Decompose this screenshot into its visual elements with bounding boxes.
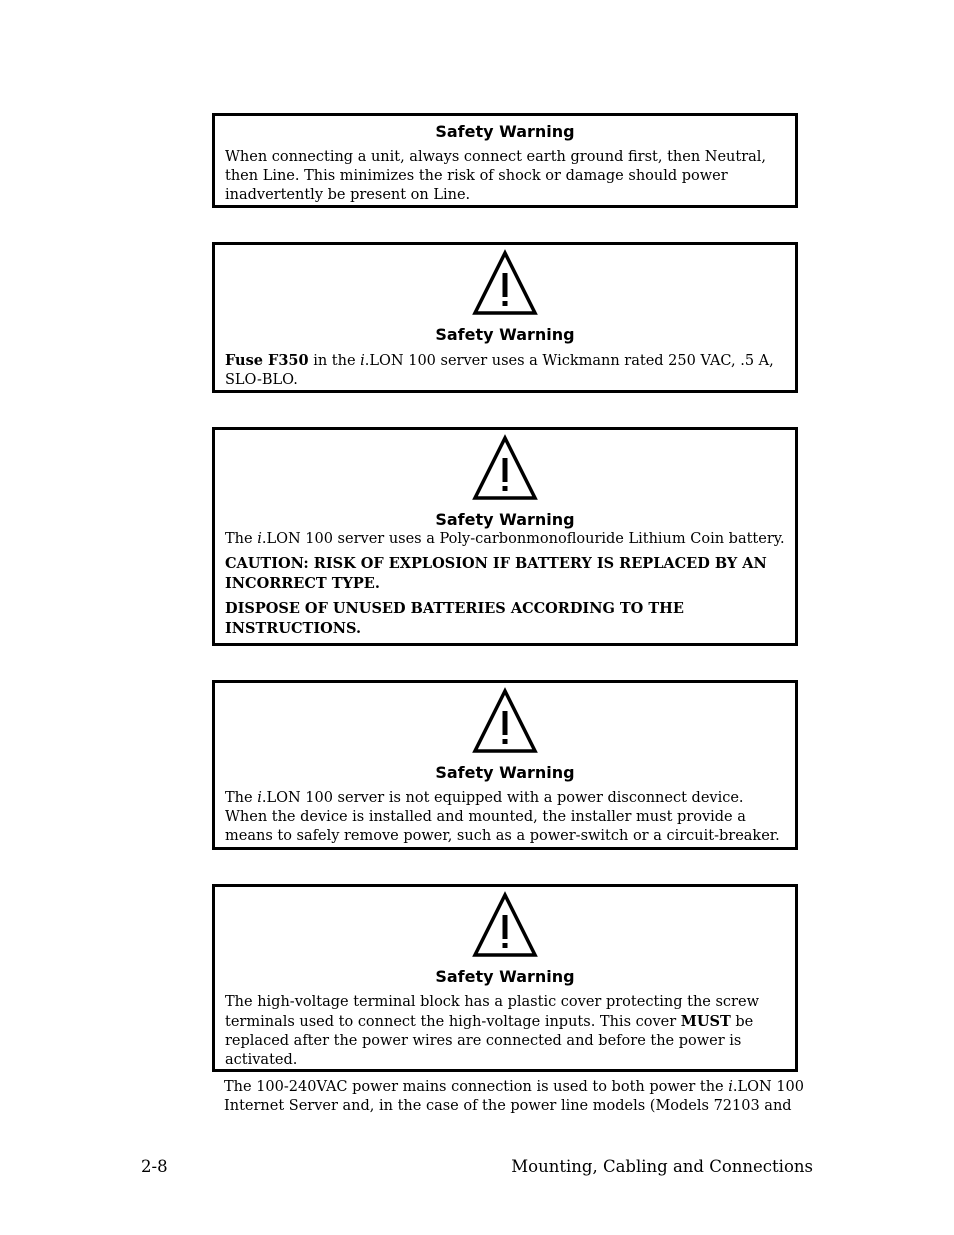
warning-text xyxy=(225,993,785,1070)
dispose-text xyxy=(225,599,785,639)
italic-prefix: i xyxy=(728,1079,733,1095)
warning-triangle-icon xyxy=(472,891,538,959)
text-segment: .LON 100 server uses a Wickmann rated 250 VAC, .5 A, SLO-BLO. xyxy=(225,353,774,388)
text-segment: in the xyxy=(308,353,361,369)
safety-warning-box-1 xyxy=(212,113,798,208)
safety-warning-box-5 xyxy=(212,884,798,1072)
italic-prefix: i xyxy=(257,531,262,547)
text-segment: .LON 100 server uses a Poly-carbonmonoflouride Lithium Coin battery. xyxy=(261,531,785,547)
caution-bold: CAUTION: RISK OF EXPLOSION IF BATTERY IS REPLACED BY AN INCORRECT TYPE. xyxy=(225,555,767,592)
text-segment: be replaced after the power wires are connected and before the power is activated. xyxy=(225,1014,754,1068)
warning-text xyxy=(225,530,785,549)
text-segment: .LON 100 Internet Server and, in the case of the power line models (Models 72103 and xyxy=(224,1079,804,1114)
italic-prefix: i xyxy=(257,790,262,806)
warning-title: Safety Warning xyxy=(435,763,575,782)
warning-title: Safety Warning xyxy=(435,325,575,344)
text-segment: The xyxy=(225,531,258,547)
text-segment: .LON 100 server is not equipped with a power disconnect device. When the device is installed and mounted, the installer must provide a means to safely remove power, such as a power-switch or a circuit-breaker. xyxy=(225,790,780,844)
warning-text xyxy=(225,351,785,390)
warning-triangle-icon xyxy=(472,249,538,317)
italic-prefix: i xyxy=(360,353,365,369)
warning-triangle-icon xyxy=(472,687,538,755)
warning-triangle-icon xyxy=(472,434,538,502)
must-emphasis: MUST xyxy=(680,1013,731,1030)
caution-text xyxy=(225,554,785,594)
safety-warning-box-3 xyxy=(212,427,798,646)
safety-warning-box-2 xyxy=(212,242,798,393)
warning-text xyxy=(225,789,785,846)
dispose-bold: DISPOSE OF UNUSED BATTERIES ACCORDING TO THE INSTRUCTIONS. xyxy=(225,600,684,637)
fuse-label: Fuse F350 xyxy=(225,352,309,369)
section-title: Mounting, Cabling and Connections xyxy=(511,1157,813,1176)
warning-text: When connecting a unit, always connect earth ground first, then Neutral, then Line. This minimizes the risk of shock or damage should power inadvertently be present on Line. xyxy=(225,149,767,203)
warning-title: Safety Warning xyxy=(435,122,575,141)
page-number: 2-8 xyxy=(141,1157,168,1176)
warning-title: Safety Warning xyxy=(435,967,575,986)
text-segment: The high-voltage terminal block has a plastic cover protecting the screw terminals used to connect the high-voltage inputs. This cover xyxy=(225,994,759,1030)
text-segment: The 100-240VAC power mains connection is used to both power the xyxy=(224,1079,729,1095)
warning-title: Safety Warning xyxy=(435,510,575,529)
text-segment: The xyxy=(225,790,258,806)
body-paragraph xyxy=(224,1078,804,1116)
safety-warning-box-4 xyxy=(212,680,798,850)
